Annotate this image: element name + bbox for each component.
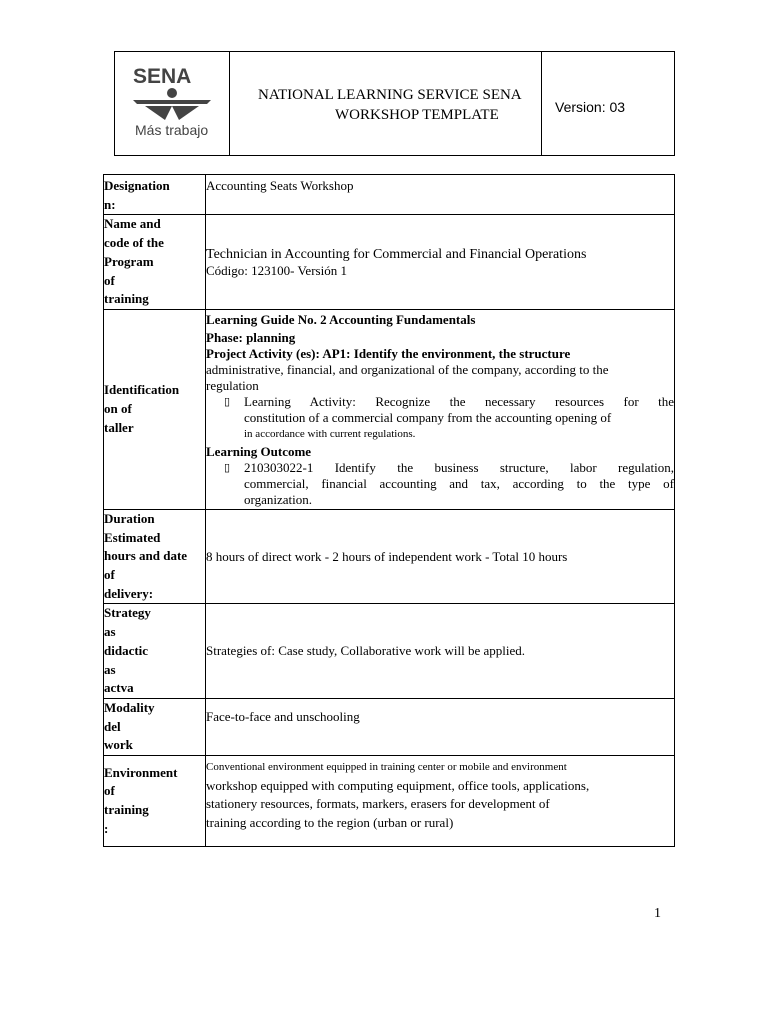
learning-guide: Learning Guide No. 2 Accounting Fundamentals [206,311,476,327]
row-program [104,215,675,310]
label-line: delivery: [104,585,154,601]
label-program [104,215,206,310]
label-line: as [104,661,116,677]
label-line: Program [104,253,154,269]
label-duration [104,509,206,604]
row-identification [104,309,675,509]
label-line: Modality [104,699,155,715]
outcome-line1: 210303022-1 Identify the business structure, labor regulation, [244,459,674,475]
label-line: Environment [104,764,178,780]
project-activity-line3: regulation [206,377,259,393]
label-line: of [104,567,115,583]
label-line: actva [104,680,134,696]
row-environment [104,756,675,847]
program-name: Technician in Accounting for Commercial and Financial Operations [206,247,587,263]
learning-outcome-item [206,460,674,508]
project-activity-line2: administrative, financial, and organizational of the company, according to the [206,361,609,377]
environment-line2: workshop equipped with computing equipment, office tools, applications, [206,777,590,793]
page-number: 1 [654,906,661,921]
value-environment [206,756,675,847]
label-line: Duration [104,510,155,526]
header-title-line2: WORKSHOP TEMPLATE [335,107,499,123]
bullet-icon: ▯ [224,395,231,408]
label-line: on of [104,401,132,417]
outcome-line2: commercial, financial accounting and tax, according to the type of [244,475,674,491]
label-designation [104,175,206,215]
value-duration: 8 hours of direct work - 2 hours of independent work - Total 10 hours [206,509,675,604]
outcome-line3: organization. [244,491,312,507]
document-header [114,51,675,156]
logo-wordmark: SENA [133,65,192,88]
value-identification [206,309,675,509]
label-line: code of the [104,235,164,251]
row-designation [104,175,675,215]
bullet-icon: ▯ [224,461,231,474]
label-line: of [104,783,115,799]
value-modality: Face-to-face and unschooling [206,698,675,755]
program-code: Código: 123100- Versión 1 [206,263,347,279]
learning-activity-item [206,394,674,442]
phase: Phase: planning [206,329,296,345]
environment-line3: stationery resources, formats, markers, erasers for development of [206,796,550,812]
header-title-cell [230,52,542,155]
sena-logo [115,52,230,155]
activity-line3: in accordance with current regulations. [244,427,416,440]
project-activity: Project Activity (es): AP1: Identify the environment, the structure [206,345,571,361]
learning-outcome-heading: Learning Outcome [206,443,312,459]
label-line: Estimated [104,529,161,545]
label-line: Name and [104,216,161,232]
label-line: Designation [104,178,170,193]
label-line: : [104,820,109,836]
label-line: training [104,802,149,818]
activity-line1: Learning Activity: Recognize the necessary resources for the [244,393,674,409]
label-line: taller [104,419,134,435]
label-line: training [104,291,149,307]
row-duration [104,509,675,604]
label-line: hours and date [104,548,188,564]
label-identification [104,309,206,509]
value-designation: Accounting Seats Workshop [206,175,675,215]
value-program [206,215,675,310]
version-label: Version: 03 [555,99,626,115]
label-line: Identification [104,382,180,398]
activity-line2: constitution of a commercial company from the accounting opening of [244,409,612,425]
logo-slogan: Más trabajo [135,122,209,138]
label-environment [104,756,206,847]
label-line: n: [104,196,116,212]
row-strategy [104,604,675,699]
label-line: as [104,624,116,640]
header-title-line1: NATIONAL LEARNING SERVICE SENA [258,87,522,103]
label-line: didactic [104,642,149,658]
label-line: work [104,737,133,753]
row-modality [104,698,675,755]
label-line: del [104,718,121,734]
label-modality [104,698,206,755]
header-version-cell [542,52,674,155]
environment-line1: Conventional environment equipped in training center or mobile and environment [206,761,567,774]
label-line: of [104,272,115,288]
label-line: Strategy [104,605,151,621]
value-strategy: Strategies of: Case study, Collaborative work will be applied. [206,604,675,699]
sena-emblem-icon [129,86,215,122]
workshop-table [103,174,675,847]
label-strategy [104,604,206,699]
environment-line4: training according to the region (urban or rural) [206,814,454,830]
